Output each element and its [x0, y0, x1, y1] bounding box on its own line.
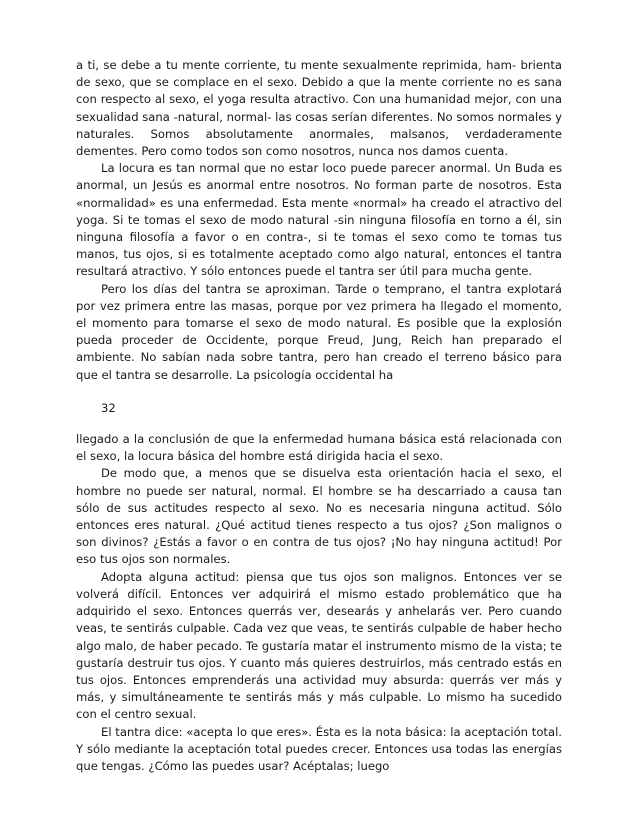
paragraph: El tantra dice: «acepta lo que eres». Ésta es la nota básica: la aceptación total. Y sólo mediante la aceptación total puedes crecer. Entonces usa todas las energías que tengas. ¿Cómo las puedes usar? Acéptalas; luego [76, 724, 562, 773]
paragraph: De modo que, a menos que se disuelva esta orientación hacia el sexo, el hombre no puede ser natural, normal. El hombre se ha descarriado a causa tan sólo de sus actitudes respecto al sexo. No es necesaria ninguna actitud. Sólo entonces eres natural. ¿Qué actitud tienes respecto a tus ojos? ¿Son malignos o son divinos? ¿Estás a favor o en contra de tus ojos? ¡No hay ninguna actitud! Por eso tus ojos son normales. [76, 466, 562, 567]
paragraph: Adopta alguna actitud: piensa que tus ojos son malignos. Entonces ver se volverá difícil. Entonces ver adquirirá el mismo estado problemático que ha adquirido el sexo. Entonces querrás ver, desearás y anhelarás ver. Pero cuando veas, te sentirás culpable. Cada vez que veas, te sentirás culpable de haber hecho algo malo, de haber pecado. Te gustaría matar el instrumento mismo de la vista; te gustaría destruir tus ojos. Y cuanto más quieres destruirlos, más centrado estás en tus ojos. Entonces emprenderás una actividad muy absurda: querrás ver más y más, y simultáneamente te sentirás más y más culpable. Lo mismo ha sucedido con el centro sexual. [76, 569, 562, 722]
paragraph: a ti, se debe a tu mente corriente, tu mente sexualmente reprimida, ham- brienta de sexo, que se complace en el sexo. Debido a que la mente corriente no es sana con respecto al sexo, el yoga resulta atractivo. Con una humanidad mejor, con una sexualidad sana -natural, normal- las cosas serían diferentes. No somos normales y naturales. Somos absolutamente anormales, malsanos, verdaderamente dementes. Pero como todos son como nosotros, nunca nos damos cuenta. [76, 58, 562, 159]
page-number: 32 [101, 400, 116, 415]
paragraph: La locura es tan normal que no estar loco puede parecer anormal. Un Buda es anormal, un Jesús es anormal entre nosotros. No forman parte de nosotros. Esta «normalidad» es una enfermedad. Esta mente «normal» ha creado el atractivo del yoga. Si te tomas el sexo de modo natural -sin ninguna filosofía en torno a él, sin ninguna filosofía a favor o en contra-, si te tomas el sexo como te tomas tus manos, tus ojos, si es totalmente aceptado como algo natural, entonces el tantra resultará atractivo. Y sólo entonces puede el tantra ser útil para mucha gente. [76, 161, 562, 279]
page-two-text [76, 431, 562, 775]
document-page [76, 57, 562, 775]
paragraph: llegado a la conclusión de que la enfermedad humana básica está relacionada con el sexo, la locura básica del hombre está dirigida hacia el sexo. [76, 432, 562, 464]
page-one-text [76, 57, 562, 384]
paragraph: Pero los días del tantra se aproximan. Tarde o temprano, el tantra explotará por vez primera entre las masas, porque por vez primera ha llegado el momento, el momento para tomarse el sexo de modo natural. Es posible que la explosión pueda proceder de Occidente, porque Freud, Jung, Reich han preparado el ambiente. No sabían nada sobre tantra, pero han creado el terreno básico para que el tantra se desarrolle. La psicología occidental ha [76, 281, 562, 382]
